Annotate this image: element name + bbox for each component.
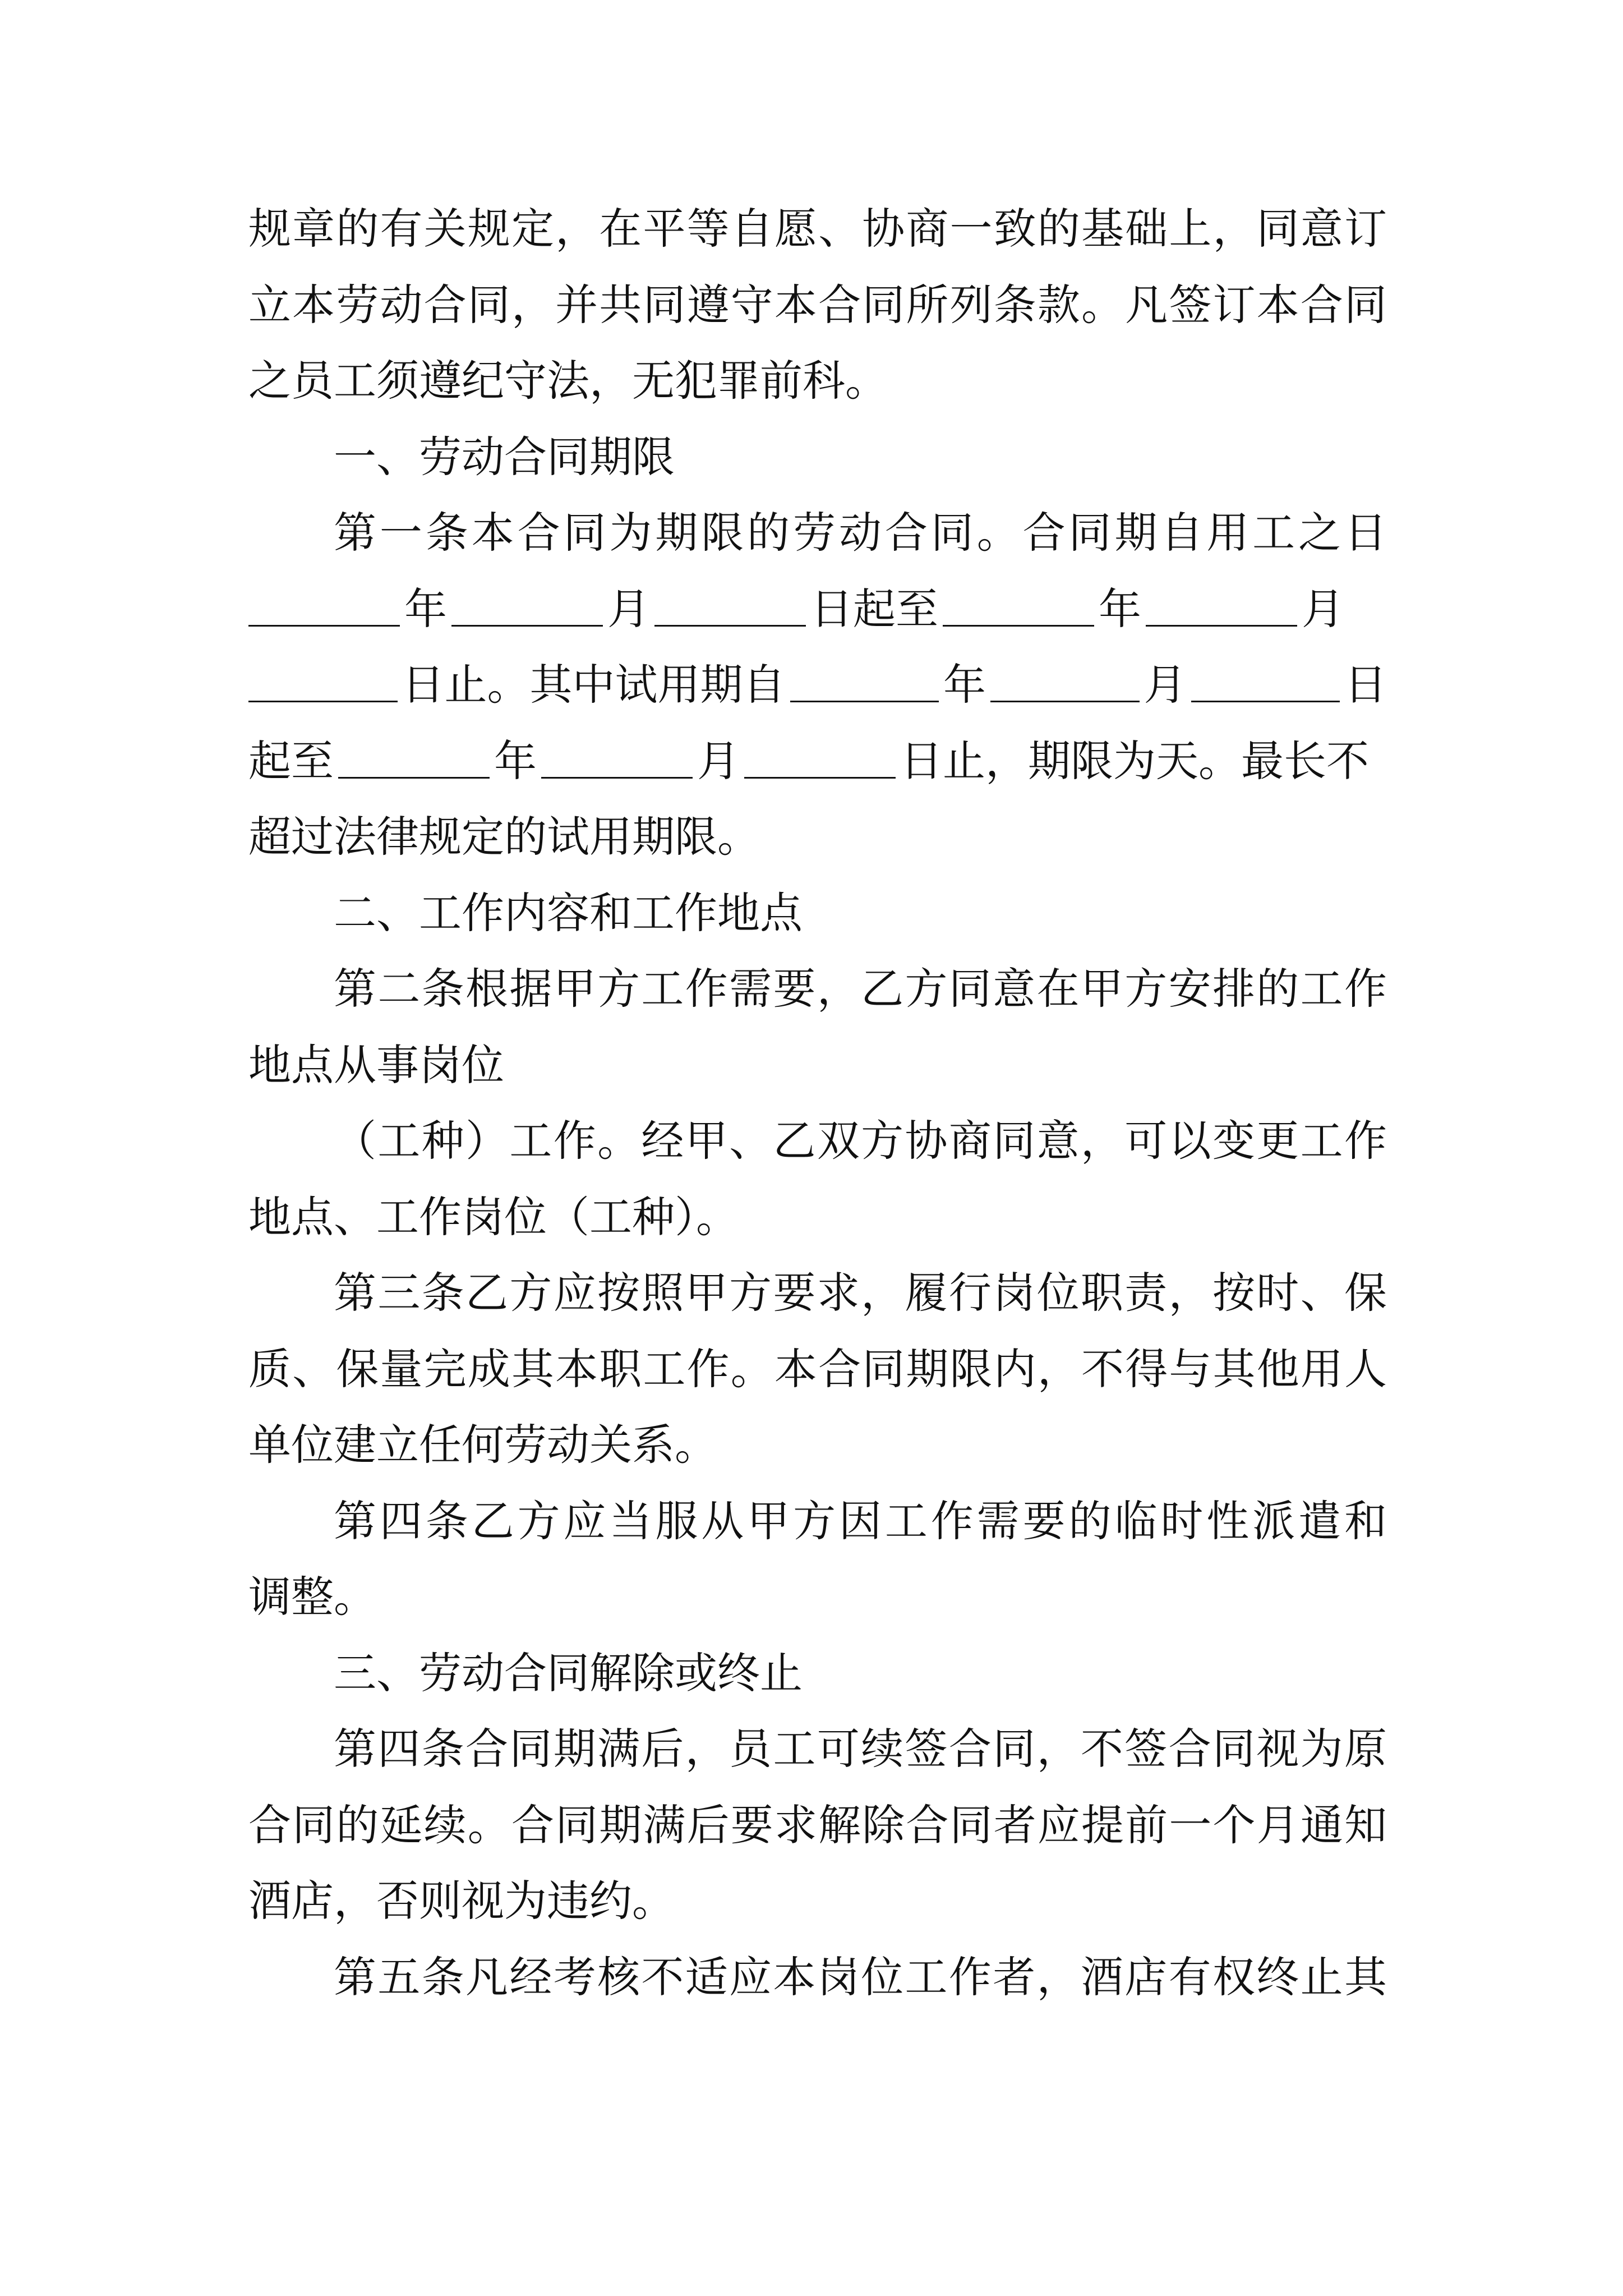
paragraph-line: 规章的有关规定，在平等自愿、协商一致的基础上，同意订 xyxy=(248,204,1387,254)
section-heading-2: 二、工作内容和工作地点 xyxy=(334,887,803,938)
article-3-line: 第三条乙方应按照甲方要求，履行岗位职责，按时、保 xyxy=(334,1268,1387,1318)
article-4b-line: 合同的延续。合同期满后要求解除合同者应提前一个月通知 xyxy=(248,1800,1387,1850)
date-label: 年 xyxy=(1099,583,1141,634)
paragraph-line: 立本劳动合同，并共同遵守本合同所列条款。凡签订本合同 xyxy=(248,279,1387,330)
article-4-line: 调整。 xyxy=(248,1572,376,1622)
date-label: 日 xyxy=(1344,660,1387,710)
blank-field xyxy=(790,667,939,702)
blank-field xyxy=(943,591,1094,627)
blank-field xyxy=(990,667,1140,702)
article-1-date-line xyxy=(248,571,1387,647)
blank-field xyxy=(338,743,490,779)
date-label: 日止。其中试用期自 xyxy=(402,660,786,710)
paragraph-line: 之员工须遵纪守法，无犯罪前科。 xyxy=(248,356,888,406)
blank-field xyxy=(541,743,693,779)
blank-field xyxy=(1146,591,1297,627)
blank-field xyxy=(451,591,603,627)
date-label: 日起至 xyxy=(810,583,938,634)
section-heading-3: 三、劳动合同解除或终止 xyxy=(334,1648,803,1698)
article-3-line: 单位建立任何劳动关系。 xyxy=(248,1420,717,1470)
article-4-line: 第四条乙方应当服从甲方因工作需要的临时性派遣和 xyxy=(334,1496,1387,1546)
blank-field xyxy=(744,743,896,779)
article-1-line: 超过法律规定的试用期限。 xyxy=(248,812,760,862)
date-label: 年 xyxy=(943,660,986,710)
article-2-line: 地点、工作岗位（工种）。 xyxy=(248,1191,739,1242)
blank-field xyxy=(654,591,806,627)
date-label: 月 xyxy=(1302,583,1344,634)
date-label: 年 xyxy=(494,735,537,786)
article-1-date-line xyxy=(248,723,1387,799)
blank-field xyxy=(1191,667,1340,702)
section-heading-1: 一、劳动合同期限 xyxy=(334,431,675,482)
article-1-date-line xyxy=(248,647,1387,723)
article-3-line: 质、保量完成其本职工作。本合同期限内，不得与其他用人 xyxy=(248,1343,1387,1394)
document-body xyxy=(248,191,1387,2015)
article-2-line: 地点从事岗位 xyxy=(248,1039,504,1090)
article-4b-line: 第四条合同期满后，员工可续签合同，不签合同视为原 xyxy=(334,1724,1387,1774)
date-label: 月 xyxy=(1144,660,1187,710)
date-label: 起至 xyxy=(248,735,334,786)
blank-field xyxy=(248,591,400,627)
article-1-line: 第一条本合同为期限的劳动合同。合同期自用工之日 xyxy=(334,508,1387,558)
article-2-line: 第二条根据甲方工作需要，乙方同意在甲方安排的工作 xyxy=(334,964,1387,1014)
article-5-line: 第五条凡经考核不适应本岗位工作者，酒店有权终止其 xyxy=(334,1952,1387,2002)
article-2-line: （工种）工作。经甲、乙双方协商同意，可以变更工作 xyxy=(334,1116,1387,1166)
date-label: 年 xyxy=(404,583,447,634)
date-label: 月 xyxy=(607,583,650,634)
date-label: 月 xyxy=(697,735,740,786)
date-label: 日止，期限为天。最长不 xyxy=(900,735,1369,786)
blank-field xyxy=(248,667,398,702)
article-4b-line: 酒店，否则视为违约。 xyxy=(248,1876,675,1926)
